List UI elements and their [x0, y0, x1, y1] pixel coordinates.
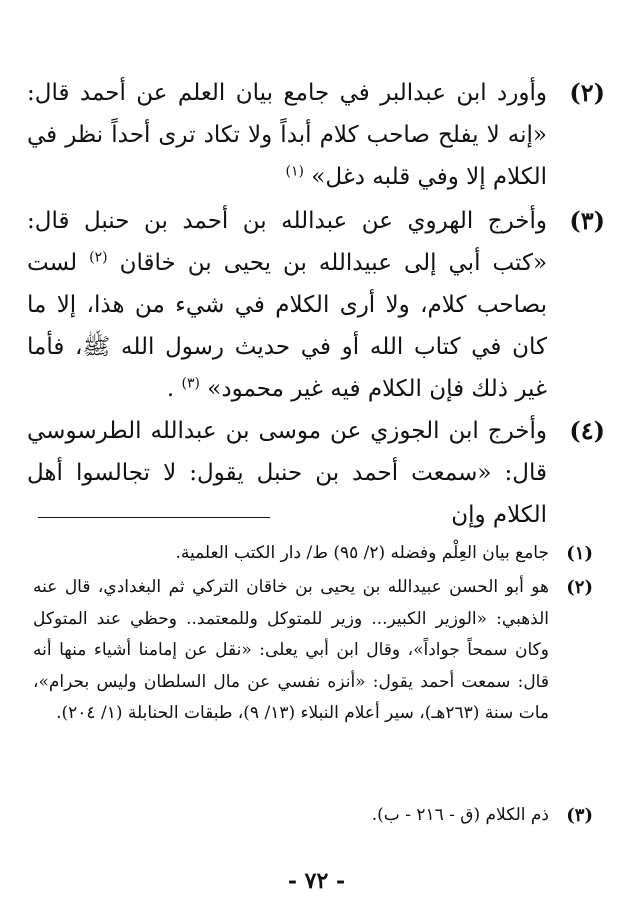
entry-4	[27, 410, 605, 528]
page-number: - ٧٢ -	[287, 868, 346, 894]
entry-body: وأورد ابن عبدالبر في جامع بيان العلم عن أحمد قال: «إنه لا يفلح صاحب كلام أبداً ولا تكاد ترى أحداً نظر في الكلام إلا وفي قلبه دغل»	[27, 80, 547, 190]
footnote-separator	[38, 517, 270, 518]
entry-number: (٢)	[569, 78, 605, 107]
entry-body-part-b: لست بصاحب كلام، ولا أرى الكلام في شيء من هذا، إلا ما كان في كتاب الله أو في حديث رسول الله ﷺ، فأما غير ذلك فإن الكلام فيه غير محمود»	[27, 250, 547, 402]
footnote-ref: (٢)	[89, 249, 108, 266]
entry-number: (٤)	[569, 416, 605, 445]
footnote-number: (٣)	[566, 805, 593, 826]
entry-text	[27, 200, 547, 410]
footnote-1	[33, 538, 593, 572]
footnote-ref: (١)	[285, 163, 304, 180]
footnote-2	[33, 572, 593, 802]
footnote-text: ذم الكلام (ق - ٢١٦ - ب).	[371, 805, 549, 825]
footnote-number: (٢)	[566, 577, 593, 598]
entry-3	[27, 200, 605, 410]
footnote-text: هو أبو الحسن عبيدالله بن يحيى بن خاقان التركي ثم البغدادي، قال عنه الذهبي: «الوزير الكبير... وزير للمتوكل وللمعتمد.. وحظي عند المتوكل وكان سمحاً جواداً»، وقال ابن أبي يعلى: «نقل عن إمامنا أشياء منها أنه قال: سمعت أحمد يقول: «أنزه نفسي عن مال السلطان وليس بحرام»، مات سنة (٢٦٣هـ)، سير أعلام النبلاء (١٣/ ٩)، طبقات الحنابلة (١/ ٢٠٤).	[33, 577, 549, 723]
entry-tail: .	[166, 376, 175, 402]
footnote-number: (١)	[566, 543, 593, 564]
entry-2	[27, 72, 605, 198]
entry-body-part-a: وأخرج الهروي عن عبدالله بن أحمد بن حنبل قال: «كتب أبي إلى عبيدالله بن يحيى بن خاقان	[27, 208, 548, 276]
footnote-3	[33, 800, 593, 834]
entry-number: (٣)	[569, 206, 605, 235]
entry-body: وأخرج ابن الجوزي عن موسى بن عبدالله الطرسوسي قال: «سمعت أحمد بن حنبل يقول: لا تجالسوا أهل الكلام وإن	[27, 418, 547, 528]
footnote-ref: (٣)	[181, 375, 200, 392]
footnote-text: جامع بيان العِلْم وفضله (٢/ ٩٥) ط/ دار الكتب العلمية.	[175, 543, 549, 563]
entry-text	[27, 72, 547, 198]
